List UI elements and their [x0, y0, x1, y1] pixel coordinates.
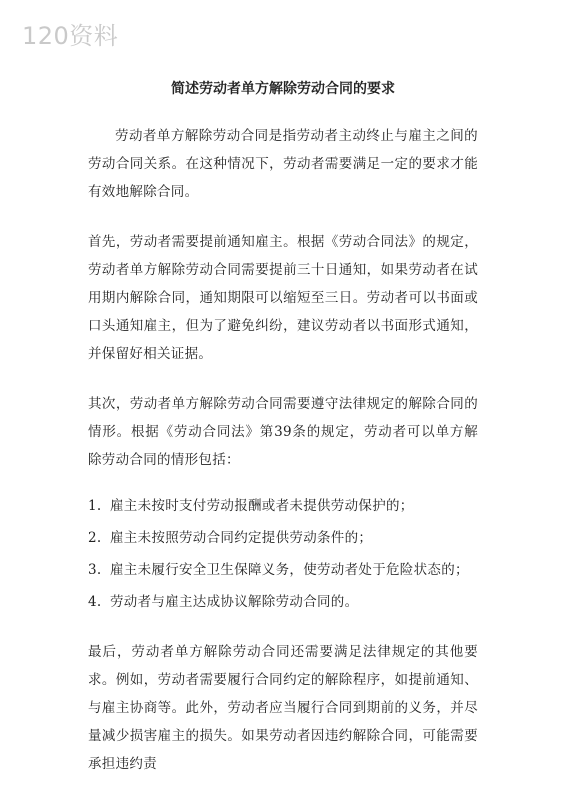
- paragraph-notice: 首先，劳动者需要提前通知雇主。根据《劳动合同法》的规定，劳动者单方解除劳动合同需要提前三十日通知，如果劳动者在试用期内解除合同，通知期限可以缩短至三日。劳动者可以书面或口头通知雇主，但为了避免纠纷，建议劳动者以书面形式通知，并保留好相关证据。: [88, 234, 478, 362]
- list-item: [88, 490, 478, 522]
- paragraph-conditions: 其次，劳动者单方解除劳动合同需要遵守法律规定的解除合同的情形。根据《劳动合同法》第39条的规定，劳动者可以单方解除劳动合同的情形包括：: [88, 396, 478, 468]
- list-item-number: 2.: [88, 530, 102, 546]
- list-item: [88, 522, 478, 554]
- list-item: [88, 554, 478, 586]
- list-item-text: 雇主未按时支付劳动报酬或者未提供劳动保护的；: [110, 498, 414, 514]
- list-item-text: 雇主未履行安全卫生保障义务，使劳动者处于危险状态的；: [110, 562, 469, 578]
- list-item-number: 1.: [88, 498, 102, 514]
- watermark: 120资料: [22, 22, 119, 50]
- list-item-text: 雇主未按照劳动合同约定提供劳动条件的；: [110, 530, 373, 546]
- list-item-text: 劳动者与雇主达成协议解除劳动合同的。: [110, 594, 359, 610]
- list-item-number: 4.: [88, 594, 102, 610]
- list-item-number: 3.: [88, 562, 102, 578]
- document-page: [88, 79, 478, 778]
- paragraph-other-requirements: 最后，劳动者单方解除劳动合同还需要满足法律规定的其他要求。例如，劳动者需要履行合同约定的解除程序，如提前通知、与雇主协商等。此外，劳动者应当履行合同到期前的义务，并尽量减少损害雇主的损失。如果劳动者因违约解除合同，可能需要承担违约责: [88, 644, 478, 772]
- paragraph-intro: 劳动者单方解除劳动合同是指劳动者主动终止与雇主之间的劳动合同关系。在这种情况下，劳动者需要满足一定的要求才能有效地解除合同。: [88, 128, 478, 200]
- document-title: 简述劳动者单方解除劳动合同的要求: [171, 81, 395, 97]
- list-item: [88, 586, 478, 618]
- conditions-list: [88, 490, 478, 618]
